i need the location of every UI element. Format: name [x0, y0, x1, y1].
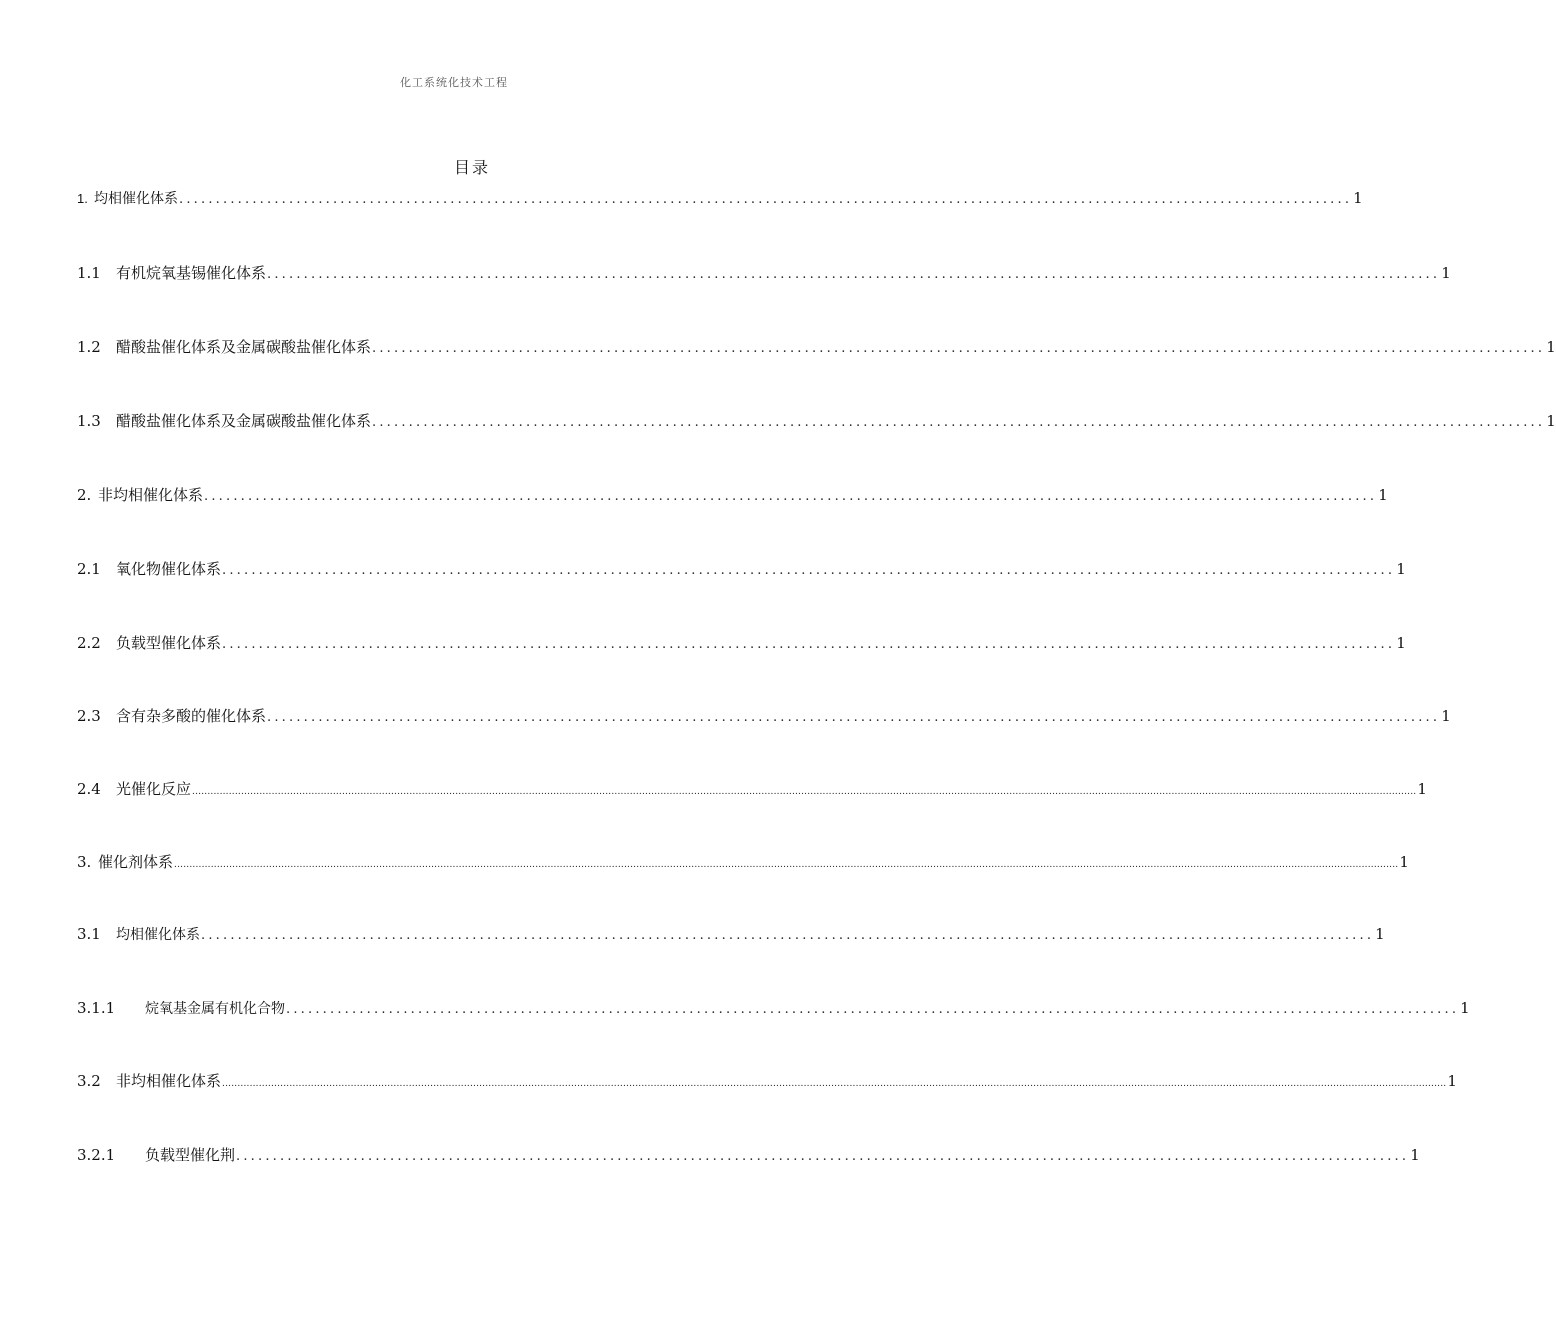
toc-entry[interactable]: [77, 262, 1451, 288]
toc-leader-dots: ................................................................................................................................................................: [204, 489, 1378, 504]
toc-entry[interactable]: [77, 336, 1556, 362]
toc-entry-label: 负载型催化荆: [145, 1146, 236, 1164]
toc-leader-dots: ................................................................................................................................................................: [222, 563, 1396, 578]
toc-entry[interactable]: [77, 705, 1451, 731]
toc-entry[interactable]: [77, 778, 1427, 804]
toc-entry-number: 1.: [77, 191, 88, 206]
page-header: [0, 72, 950, 89]
toc-entry-number: 1.2: [77, 338, 101, 356]
toc-entry-page: 1: [1396, 634, 1406, 652]
toc-entry-number: 2.4: [77, 780, 101, 798]
toc-entry-number: 3.2: [77, 1072, 101, 1090]
toc-leader-dots: ................................................................................................................................................................: [236, 1149, 1410, 1164]
toc-entry[interactable]: [77, 484, 1388, 510]
toc-entry-page: 1: [1417, 780, 1427, 798]
toc-leader-dots: ................................................................................................................................................................: [267, 710, 1441, 725]
toc-entry-page: 1: [1396, 560, 1406, 578]
toc-entry[interactable]: [77, 851, 1409, 877]
toc-entry-label: 非均相催化体系: [116, 1072, 222, 1090]
toc-entry-label: 催化剂体系: [98, 853, 174, 871]
toc-leader-dots: ................................................................................................................................................................: [286, 1002, 1460, 1017]
toc-entry-number: 3.1.1: [77, 999, 116, 1017]
toc-entry-page: 1: [1447, 1072, 1457, 1090]
toc-entry[interactable]: [77, 924, 1385, 950]
toc-entry-label: 有机烷氧基锡催化体系: [116, 264, 267, 282]
toc-leader-dots: ................................................................................................................................................................: [222, 637, 1396, 652]
toc-entry-number: 3.2.1: [77, 1146, 116, 1164]
toc-leader-dots: ................................................................................................................................................................................................................................................................................................................................................................................................................: [174, 860, 1399, 870]
toc-entry[interactable]: [77, 632, 1406, 658]
toc-entry-number: 2.1: [77, 560, 101, 578]
toc-entry-number: 3.1: [77, 925, 101, 943]
toc-leader-dots: ................................................................................................................................................................: [267, 267, 1441, 282]
toc-entry-page: 1: [1546, 338, 1556, 356]
toc-entry-number: 3.: [77, 853, 92, 871]
toc-entry[interactable]: [77, 1144, 1420, 1170]
toc-entry-number: 2.3: [77, 707, 101, 725]
toc-entry-number: 1.3: [77, 412, 101, 430]
toc-leader-dots: ................................................................................................................................................................: [372, 341, 1546, 356]
toc-entry-label: 负载型催化体系: [116, 634, 222, 652]
toc-entry-page: 1: [1378, 486, 1388, 504]
toc-entry[interactable]: [77, 998, 1470, 1024]
toc-title: 目录: [453, 158, 490, 177]
header-text: 化工系统化技术工程: [400, 76, 508, 89]
toc-entry-label: 醋酸盐催化体系及金属碳酸盐催化体系: [116, 338, 372, 356]
toc-entry-page: 1: [1441, 707, 1451, 725]
toc-entry-number: 1.1: [77, 264, 101, 282]
toc-entry-page: 1: [1375, 925, 1385, 943]
toc-entry[interactable]: [77, 558, 1406, 584]
toc-entry-label: 光催化反应: [116, 780, 192, 798]
toc-entry-page: 1: [1460, 999, 1470, 1017]
toc-entry[interactable]: [77, 1070, 1457, 1096]
toc-entry-label: 均相催化体系: [94, 191, 178, 207]
toc-entry-label: 均相催化体系: [116, 927, 200, 943]
toc-entry-number: 2.: [77, 486, 92, 504]
toc-entry-page: 1: [1410, 1146, 1420, 1164]
toc-entry-label: 非均相催化体系: [98, 486, 204, 504]
toc-entry-label: 醋酸盐催化体系及金属碳酸盐催化体系: [116, 412, 372, 430]
toc-leader-dots: ................................................................................................................................................................: [372, 415, 1546, 430]
toc-leader-dots: ................................................................................................................................................................................................................................................................................................................................................................................................................: [192, 787, 1417, 797]
toc-entry-number: 2.2: [77, 634, 101, 652]
toc-entry-label: 含有杂多酸的催化体系: [116, 707, 267, 725]
toc-entry-page: 1: [1399, 853, 1409, 871]
toc-entry[interactable]: [77, 188, 1363, 214]
toc-entry-label: 烷氧基金属有机化合物: [145, 1001, 285, 1017]
toc-entry-page: 1: [1546, 412, 1556, 430]
toc-entry-page: 1: [1441, 264, 1451, 282]
toc-entry-page: 1: [1353, 189, 1363, 207]
toc-entry-label: 氧化物催化体系: [116, 560, 222, 578]
toc-entry[interactable]: [77, 410, 1556, 436]
toc-leader-dots: ................................................................................................................................................................: [179, 192, 1353, 207]
toc-leader-dots: ................................................................................................................................................................: [201, 928, 1375, 943]
toc-leader-dots: ................................................................................................................................................................................................................................................................................................................................................................................................................: [222, 1079, 1447, 1089]
